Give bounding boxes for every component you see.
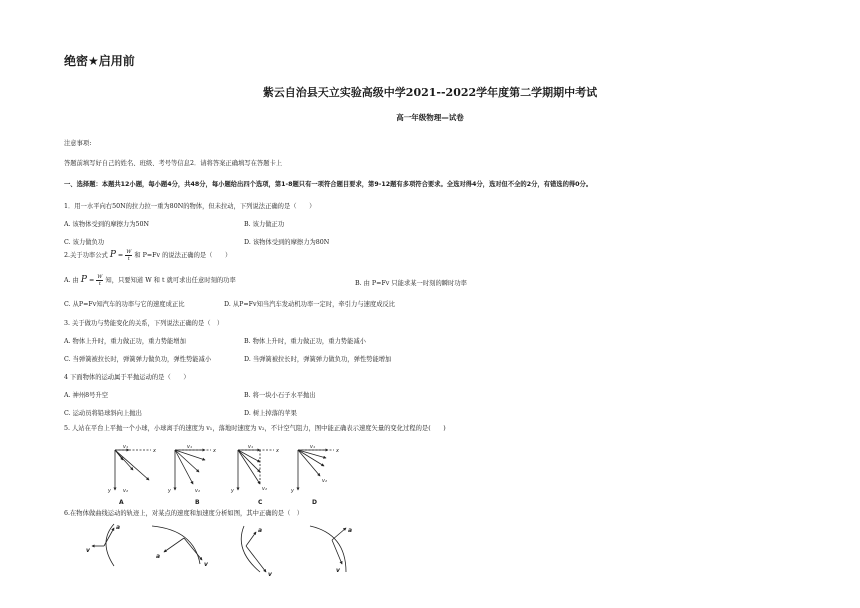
q1-stem: 1．用一水平向右50N的拉力拉一重为80N的物体，但未拉动，下列说法正确的是（ ） (64, 203, 316, 210)
q4-stem: 4 下面物体的运动属于平抛运动的是（ ） (64, 374, 190, 381)
q3-option-b: B. 物体上升时，重力做正功，重力势能减小 (244, 338, 366, 345)
q5-d-v2-label: v₂ (322, 478, 327, 484)
q4-option-c: C. 运动员将铅球斜向上抛出 (64, 410, 142, 417)
q2-option-c: C. 从P=Fv知汽车的功率与它的速度成正比 (64, 301, 185, 308)
q6-2-v-label: v (204, 561, 208, 568)
q6-diagram-3 (241, 526, 273, 578)
q2-option-b: B. 由 P=Fv 只能求某一时刻的瞬时功率 (355, 280, 467, 287)
q4-option-b: B. 将一块小石子水平抛出 (244, 392, 316, 399)
q4-option-d: D. 树上掉落的苹果 (244, 410, 297, 417)
q2-a-formula-p: P (80, 275, 87, 285)
q2-fraction-denominator: t (127, 256, 130, 262)
q5-d-x-label: x (336, 448, 339, 454)
q5-label-b: B (195, 499, 200, 506)
q5-c-x-label: x (276, 448, 279, 454)
q6-3-a-label: a (258, 527, 263, 534)
q3-option-c: C. 当弹簧被拉长时，弹簧弹力做负功，弹性势能减小 (64, 356, 212, 363)
q6-diagram-1 (86, 524, 120, 566)
q5-diagram-d (290, 444, 339, 494)
q6-3-v-label: v (268, 571, 272, 578)
q2-formula-eq: = (117, 252, 124, 259)
q5-diagram-a (107, 444, 156, 494)
q1-option-a: A. 该物体受到的摩擦力为50N (64, 221, 150, 228)
q6-4-a-label: a (348, 527, 353, 534)
q2-stem-pre: 2.关于功率公式 (64, 252, 108, 259)
q4-option-a: A. 神州8号升空 (64, 392, 109, 399)
exam-title: 紫云自治县天立实验高级中学2021--2022学年度第二学期期中考试 (262, 86, 598, 99)
q5-b-y-label: y (168, 488, 171, 494)
q5-b-v1-label: v₁ (187, 444, 192, 450)
q5-d-v1-label: v₁ (310, 444, 315, 450)
section-1-heading: 一、选择题：本题共12小题，每小题4分，共48分，每小题给出四个选项，第1-8题只有一项符合题目要求，第9-12题有多项符合要求。全选对得4分，选对但不全的2分，有错选的得0分。 (64, 181, 593, 188)
q5-c-v2-label: v₂ (262, 486, 267, 492)
q5-a-v1-label: v₁ (123, 444, 128, 450)
exam-subtitle: 高一年级物理—试卷 (396, 113, 464, 122)
q2-a-formula-fraction (96, 274, 103, 287)
q2-a-formula-eq: = (88, 277, 95, 284)
q6-curve-diagrams (84, 520, 364, 580)
q5-stem: 5. 人站在平台上平抛一个小球，小球离手的速度为 v₁，落地时速度为 v₂，不计空气阻力，图中能正确表示速度矢量的变化过程的是( ) (64, 425, 446, 432)
q5-b-v2-label: v₂ (195, 488, 200, 494)
q1-option-d: D. 该物体受到的摩擦力为80N (244, 239, 330, 246)
q1-option-b: B. 该力做正功 (244, 221, 285, 228)
q2-stem-post: 和 P=Fv 的说法正确的是（ ） (134, 252, 232, 259)
q3-option-a: A. 物体上升时，重力做正功，重力势能增加 (64, 338, 186, 345)
q2-formula-fraction (125, 249, 132, 262)
q5-a-v2-label: v₂ (123, 488, 128, 494)
q5-b-x-label: x (213, 448, 216, 454)
q2-a-post: 知，只要知道 W 和 t 就可求出任意时刻的功率 (105, 277, 236, 284)
q5-label-c: C (258, 499, 263, 506)
q2-option-d: D. 从P=Fv知当汽车发动机功率一定时，牵引力与速度成反比 (224, 301, 396, 308)
q6-diagram-4 (310, 526, 352, 574)
q6-1-v-label: v (86, 547, 90, 554)
q6-diagram-2 (152, 526, 209, 568)
q1-option-c: C. 该力做负功 (64, 239, 105, 246)
q5-label-a: A (119, 499, 124, 506)
q2-a-fraction-denominator: t (98, 281, 101, 287)
q5-c-v1-label: v₁ (248, 444, 253, 450)
q5-label-d: D (312, 499, 317, 506)
notice-line: 答题前填写好自己的姓名、班级、考号等信息2．请将答案正确填写在答题卡上 (64, 160, 283, 167)
q5-c-y-label: y (231, 488, 234, 494)
q5-a-x-label: x (153, 448, 156, 454)
q3-option-d: D. 当弹簧被拉长时，弹簧弹力做负功，弹性势能增加 (244, 356, 392, 363)
q2-formula-p: P (109, 250, 116, 260)
q2-stem (64, 249, 231, 262)
q2-a-pre: A. 由 (64, 277, 79, 284)
q5-a-y-label: y (108, 488, 111, 494)
q6-stem: 6.在物体做曲线运动的轨迹上，对某点的速度和加速度分析如图，其中正确的是（ ） (64, 510, 303, 517)
q2-fraction-numerator: W (126, 249, 132, 255)
confidential-label: 绝密★启用前 (64, 54, 135, 68)
notice-heading: 注意事项: (64, 140, 92, 147)
q3-stem: 3. 关于做功与势能变化的关系，下列说法正确的是（ ） (64, 320, 224, 327)
q6-2-a-label: a (156, 553, 161, 560)
q6-4-v-label: v (336, 567, 340, 574)
q2-a-fraction-numerator: W (97, 274, 103, 280)
q5-diagram-b (167, 444, 216, 494)
q5-d-y-label: y (291, 488, 294, 494)
q5-diagram-c (230, 444, 279, 494)
q2-option-a (64, 274, 236, 287)
q5-vector-diagrams (100, 440, 340, 510)
q6-1-a-label: a (116, 524, 121, 531)
